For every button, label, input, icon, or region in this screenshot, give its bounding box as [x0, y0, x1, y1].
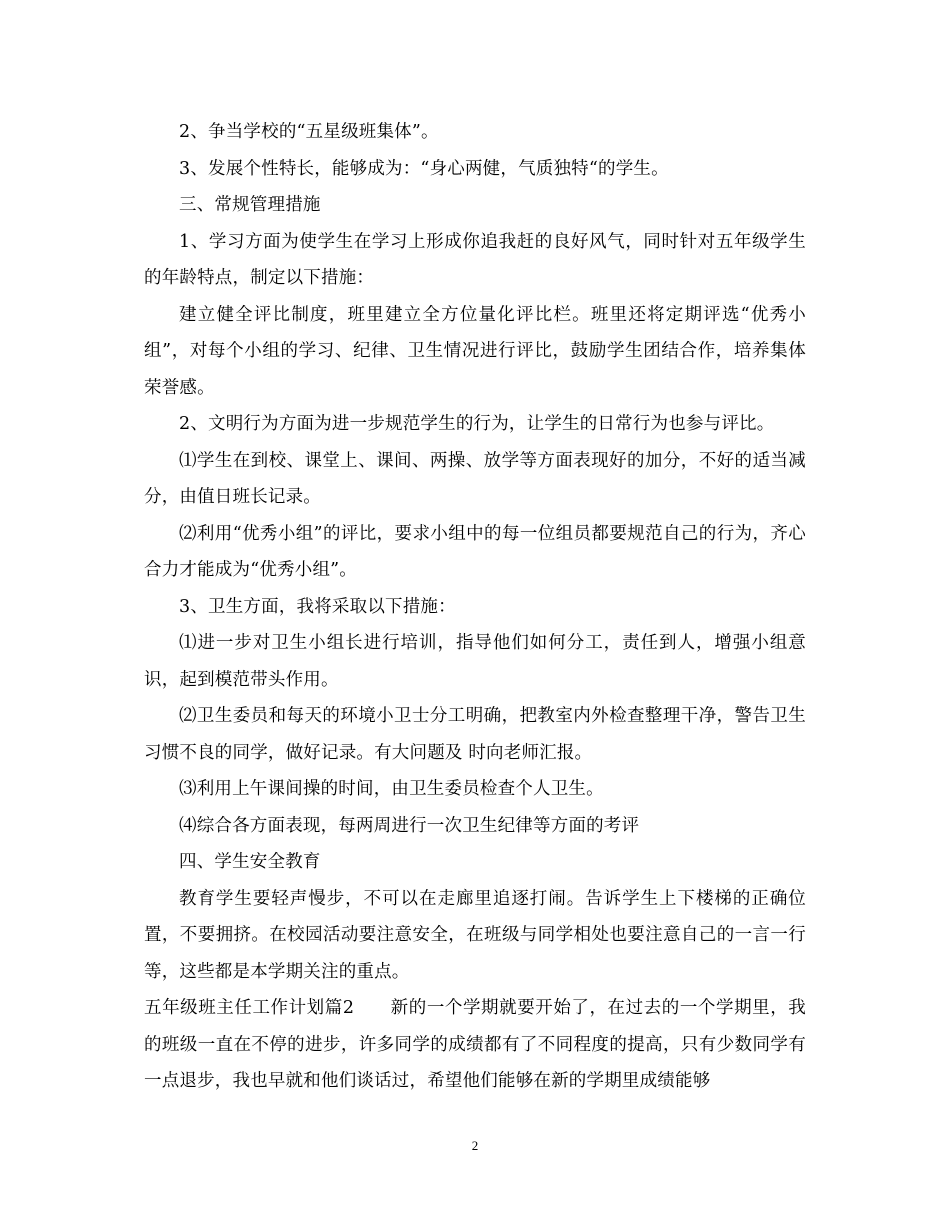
- document-body: [144, 114, 806, 1100]
- paragraph: 3、卫生方面，我将采取以下措施：: [179, 596, 456, 617]
- paragraph: 建立健全评比制度，班里建立全方位量化评比栏。班里还将定期评选“优秀小组”，对每个小组的学习、纪律、卫生情况进行评比，鼓励学生团结合作，培养集体荣誉感。: [144, 304, 806, 398]
- section-heading: 四、学生安全教育: [179, 852, 321, 872]
- paragraph: 教育学生要轻声慢步，不可以在走廊里追逐打闹。告诉学生上下楼梯的正确位置，不要拥挤。在校园活动要注意安全，在班级与同学相处也要注意自己的一言一行等，这些都是本学期关注的重点。: [144, 888, 806, 982]
- section-heading: 三、常规管理措施: [179, 195, 321, 215]
- paragraph: ⑶利用上午课间操的时间，由卫生委员检查个人卫生。: [179, 779, 604, 799]
- paragraph: ⑴学生在到校、课堂上、课间、两操、放学等方面表现好的加分，不好的适当减分，由值日班长记录。: [144, 450, 806, 507]
- paragraph: ⑵卫生委员和每天的环境小卫士分工明确，把教室内外检查整理干净，警告卫生习惯不良的同学，做好记录。有大问题及 时向老师汇报。: [144, 706, 806, 763]
- paragraph: 五年级班主任工作计划篇2 新的一个学期就要开始了，在过去的一个学期里，我的班级一直在不停的进步，许多同学的成绩都有了不同程度的提高，只有少数同学有一点退步，我也早就和他们谈话过，希望他们能够在新的学期里成绩能够: [144, 998, 806, 1091]
- paragraph: ⑴进一步对卫生小组长进行培训，指导他们如何分工，责任到人，增强小组意识，起到模范带头作用。: [144, 633, 806, 690]
- paragraph: 2、文明行为方面为进一步规范学生的行为，让学生的日常行为也参与评比。: [179, 414, 775, 434]
- paragraph: ⑵利用“优秀小组”的评比，要求小组中的每一位组员都要规范自己的行为，齐心合力才能成为“优秀小组”。: [144, 523, 806, 580]
- paragraph: 1、学习方面为使学生在学习上形成你追我赶的良好风气，同时针对五年级学生的年龄特点，制定以下措施：: [144, 231, 806, 288]
- paragraph: 2、争当学校的“五星级班集体”。: [179, 122, 439, 142]
- page-number: 2: [471, 1138, 479, 1153]
- paragraph: ⑷综合各方面表现，每两周进行一次卫生纪律等方面的考评: [179, 815, 640, 836]
- paragraph: 3、发展个性特长，能够成为：“身心两健，气质独特“的学生。: [179, 158, 669, 179]
